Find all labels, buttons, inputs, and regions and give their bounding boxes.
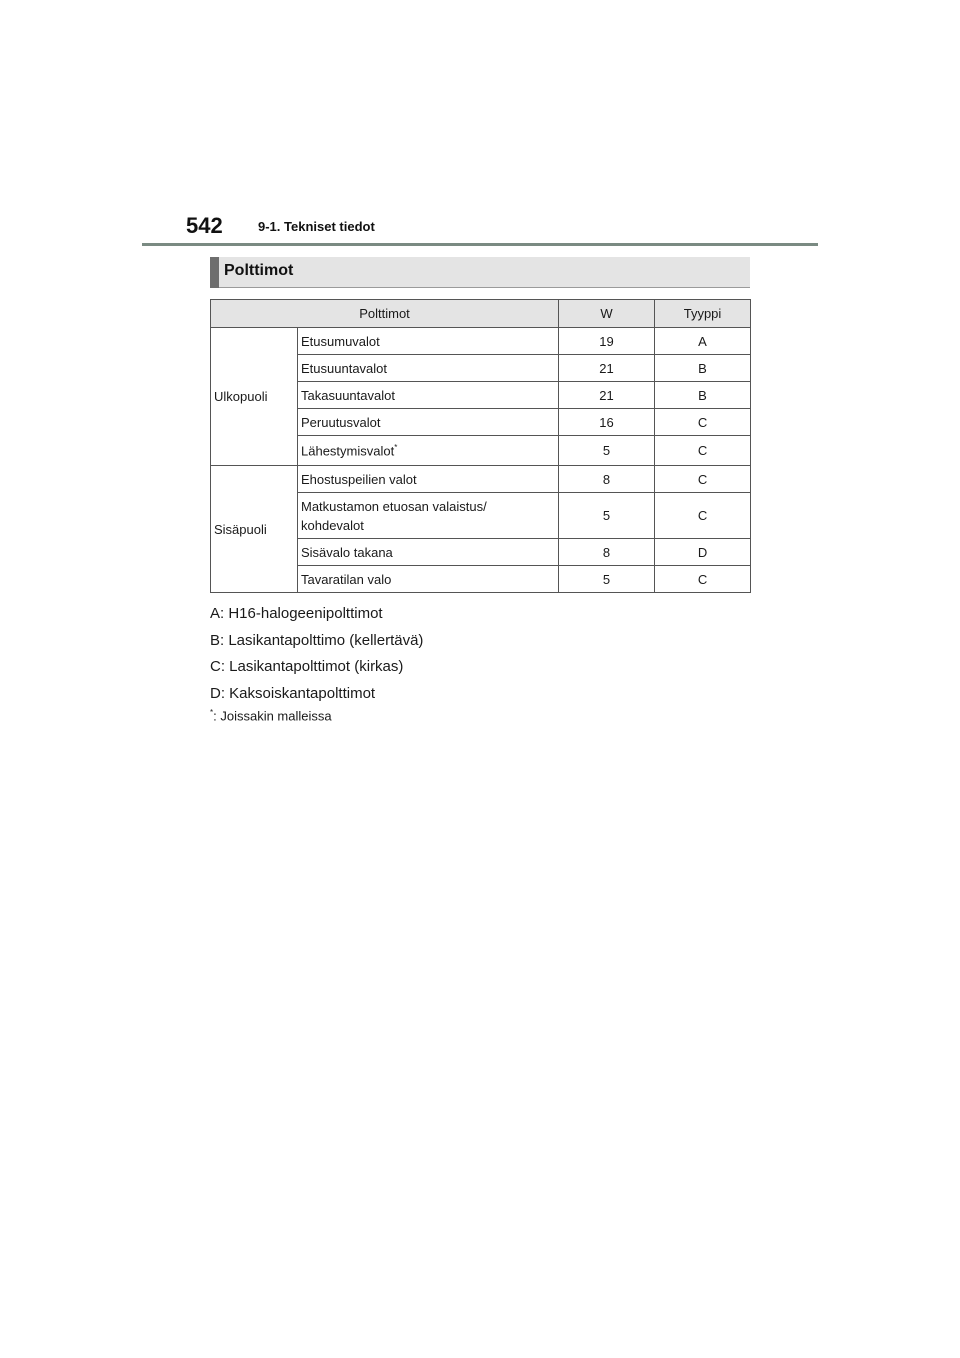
section-heading: Polttimot bbox=[224, 262, 294, 279]
bulb-watt: 5 bbox=[559, 566, 655, 593]
column-header-watt: W bbox=[559, 300, 655, 328]
legend-item-c: C: Lasikantapolttimot (kirkas) bbox=[210, 658, 404, 675]
table-header-row bbox=[211, 300, 751, 328]
bulb-type: D bbox=[655, 539, 751, 566]
bulb-name: Etusuuntavalot bbox=[298, 355, 559, 382]
bulb-type: C bbox=[655, 566, 751, 593]
bulb-name: Etusumuvalot bbox=[298, 328, 559, 355]
legend-item-d: D: Kaksoiskantapolttimot bbox=[210, 684, 376, 702]
bulb-watt: 5 bbox=[559, 436, 655, 466]
bulb-watt: 16 bbox=[559, 409, 655, 436]
bulb-watt: 5 bbox=[559, 493, 655, 539]
bulb-watt: 8 bbox=[559, 539, 655, 566]
bulb-name: Sisävalo takana bbox=[298, 539, 559, 566]
header-rule bbox=[142, 243, 818, 246]
footnote-mark: * bbox=[394, 442, 398, 452]
bulb-type: C bbox=[655, 493, 751, 539]
bulb-type: B bbox=[655, 355, 751, 382]
bulb-type: C bbox=[655, 409, 751, 436]
column-header-bulbs: Polttimot bbox=[211, 300, 559, 328]
footnote-text: : Joissakin malleissa bbox=[213, 708, 332, 724]
bulb-name: Tavaratilan valo bbox=[298, 566, 559, 593]
legend-item-b: B: Lasikantapolttimo (kellertävä) bbox=[210, 631, 424, 649]
bulb-name: Takasuuntavalot bbox=[298, 382, 559, 409]
bulb-name-cell bbox=[298, 436, 559, 466]
table-row bbox=[211, 466, 751, 493]
bulb-watt: 19 bbox=[559, 328, 655, 355]
heading-accent-bar bbox=[210, 257, 219, 288]
bulb-name: Lähestymisvalot bbox=[301, 443, 395, 459]
section-title: 9-1. Tekniset tiedot bbox=[258, 219, 375, 234]
table-row bbox=[211, 328, 751, 355]
legend-item-a: A: H16-halogeenipolttimot bbox=[210, 605, 383, 622]
bulb-table bbox=[210, 299, 751, 593]
column-header-type: Tyyppi bbox=[655, 300, 751, 328]
bulb-name: Ehostuspeilien valot bbox=[298, 466, 559, 493]
bulb-name-cell bbox=[298, 493, 559, 539]
group-label-exterior: Ulkopuoli bbox=[211, 328, 298, 466]
footnote-mark: * bbox=[210, 708, 214, 717]
bulb-type: B bbox=[655, 382, 751, 409]
group-label-interior: Sisäpuoli bbox=[211, 466, 298, 593]
bulb-watt: 8 bbox=[559, 466, 655, 493]
bulb-name: Peruutusvalot bbox=[298, 409, 559, 436]
bulb-name-line2: kohdevalot bbox=[301, 517, 364, 533]
section-heading-box bbox=[210, 257, 750, 288]
bulb-name-line1: Matkustamon etuosan valaistus/ bbox=[301, 498, 487, 514]
bulb-type: A bbox=[655, 328, 751, 355]
bulb-type: C bbox=[655, 436, 751, 466]
legend bbox=[210, 604, 423, 710]
bulb-type: C bbox=[655, 466, 751, 493]
page-number: 542 bbox=[186, 213, 223, 238]
bulb-watt: 21 bbox=[559, 355, 655, 382]
bulb-watt: 21 bbox=[559, 382, 655, 409]
footnote bbox=[210, 708, 332, 723]
